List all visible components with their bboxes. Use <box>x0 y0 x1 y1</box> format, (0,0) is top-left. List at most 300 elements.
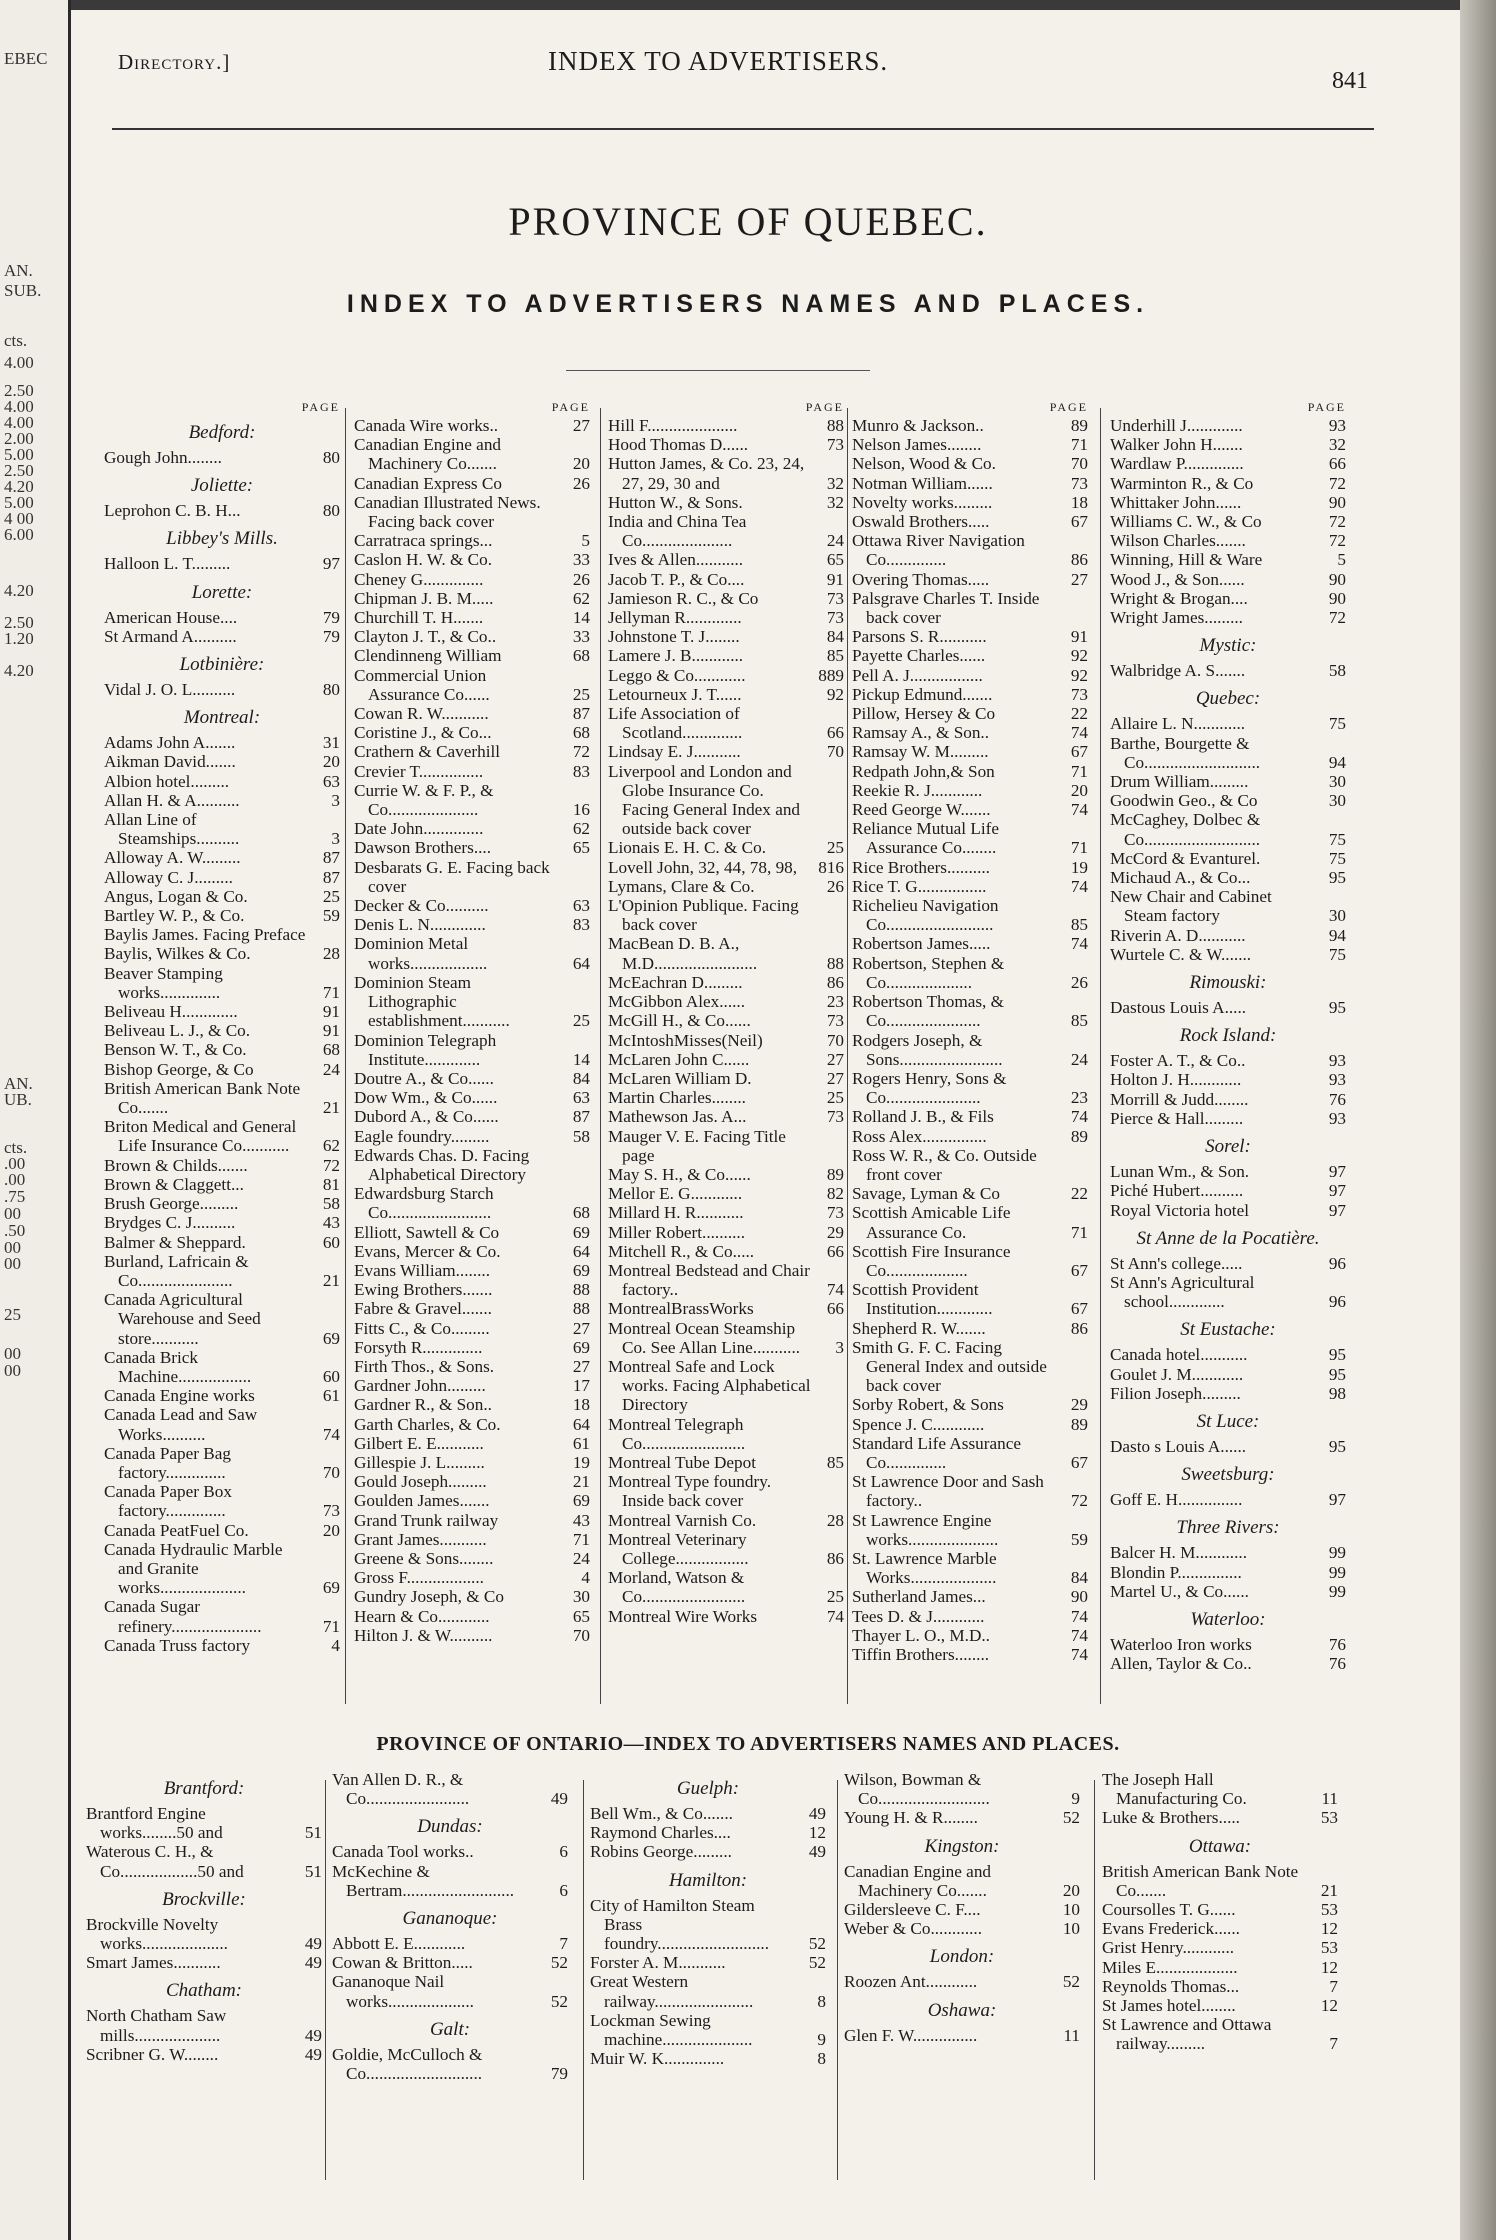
index-entry <box>104 1482 340 1520</box>
index-entry <box>852 646 1088 665</box>
index-entry <box>86 1953 322 1972</box>
advertiser-name: Coursolles T. G...... <box>1102 1900 1236 1920</box>
page-ref: 99 <box>1328 1543 1346 1563</box>
advertiser-name: Williams C. W., & Co <box>1110 512 1262 532</box>
page-ref: 70 <box>322 1462 340 1482</box>
index-entry <box>1110 1384 1346 1403</box>
page-ref: 9 <box>1071 1789 1080 1809</box>
index-entry <box>1110 1490 1346 1509</box>
index-entry <box>354 1434 590 1453</box>
index-entry <box>1110 868 1346 887</box>
index-entry <box>852 723 1088 742</box>
advertiser-name: Cowan R. W........... <box>354 704 489 724</box>
advertiser-name: McGill H., & Co...... <box>608 1011 751 1031</box>
advertiser-name: Forster A. M........... <box>590 1953 726 1973</box>
page-ref: 90 <box>1328 588 1346 608</box>
index-entry <box>1102 1958 1338 1977</box>
page-ref: 66 <box>826 1299 844 1319</box>
index-entry <box>1110 1543 1346 1562</box>
index-column <box>104 400 340 1655</box>
index-entry <box>590 2049 826 2068</box>
advertiser-name: Payette Charles...... <box>852 646 986 666</box>
advertiser-name: Savage, Lyman & Co <box>852 1184 1000 1204</box>
page-ref: 66 <box>1328 454 1346 474</box>
index-entry <box>354 858 590 896</box>
page-ref: 69 <box>572 1491 590 1511</box>
page-ref: 90 <box>1070 1587 1088 1607</box>
index-entry <box>1110 849 1346 868</box>
page-ref: 90 <box>1328 569 1346 589</box>
page-ref: 30 <box>1328 906 1346 926</box>
page-ref: 24 <box>572 1548 590 1568</box>
page-ref: 70 <box>826 742 844 762</box>
index-entry <box>1102 2015 1338 2053</box>
page-ref: 18 <box>572 1395 590 1415</box>
advertiser-name: L'Opinion Publique. Facing back cover <box>608 896 799 935</box>
advertiser-name: Adams John A....... <box>104 733 236 753</box>
index-entry <box>608 1472 844 1510</box>
index-entry <box>608 1415 844 1453</box>
page-ref: 65 <box>826 550 844 570</box>
index-entry <box>844 1770 1080 1808</box>
index-entry <box>86 1804 322 1842</box>
index-entry <box>852 1242 1088 1280</box>
header-title: INDEX TO ADVERTISERS. <box>548 46 889 76</box>
index-entry <box>608 589 844 608</box>
page-ref: 92 <box>1070 646 1088 666</box>
advertiser-name: Warminton R., & Co <box>1110 473 1254 493</box>
advertiser-name: St Lawrence and Ottawa railway......... <box>1102 2015 1272 2054</box>
advertiser-name: Hearn & Co............ <box>354 1606 490 1626</box>
index-entry <box>354 838 590 857</box>
page-ref: 67 <box>1070 1260 1088 1280</box>
advertiser-name: Doutre A., & Co...... <box>354 1068 494 1088</box>
index-entry <box>354 1338 590 1357</box>
index-entry <box>104 1021 340 1040</box>
advertiser-name: Sorby Robert, & Sons <box>852 1395 1004 1415</box>
index-entry <box>608 608 844 627</box>
index-entry <box>354 742 590 761</box>
index-entry <box>1110 1254 1346 1273</box>
column-rule <box>583 1780 584 2180</box>
index-entry <box>1110 1162 1346 1181</box>
index-entry <box>1110 998 1346 1017</box>
place-heading: Sweetsburg: <box>1181 1464 1275 1486</box>
index-entry <box>852 800 1088 819</box>
index-entry <box>354 704 590 723</box>
page-ref: 89 <box>826 1164 844 1184</box>
page-ref: 21 <box>322 1098 340 1118</box>
margin-fragment: 4.00 <box>4 397 34 416</box>
advertiser-name: Dominion Metal works.................. <box>354 934 488 973</box>
page-ref: 83 <box>572 761 590 781</box>
page-ref: 75 <box>1328 829 1346 849</box>
advertiser-name: Thayer L. O., M.D.. <box>852 1625 990 1645</box>
advertiser-name: Edwards Chas. D. Facing Alphabetical Directory <box>354 1145 530 1184</box>
index-entry <box>354 1568 590 1587</box>
page-ref: 74 <box>1070 800 1088 820</box>
index-entry <box>608 1607 844 1626</box>
page-ref: 49 <box>550 1789 568 1809</box>
advertiser-name: Canada Lead and Saw Works.......... <box>104 1405 258 1444</box>
page-ref: 93 <box>1328 1108 1346 1128</box>
index-entry <box>104 627 340 646</box>
advertiser-name: Brockville Novelty works.................... <box>86 1914 228 1954</box>
advertiser-name: Wurtele C. & W....... <box>1110 944 1252 964</box>
page-ref: 27 <box>572 1318 590 1338</box>
index-entry <box>608 838 844 857</box>
index-entry <box>844 1919 1080 1938</box>
advertiser-name: Pell A. J................. <box>852 665 983 685</box>
page-ref: 95 <box>1328 868 1346 888</box>
page-ref: 75 <box>1328 848 1346 868</box>
index-entry <box>104 925 340 944</box>
advertiser-name: Pickup Edmund....... <box>852 684 993 704</box>
place-heading: Oshawa: <box>927 1999 997 2021</box>
advertiser-name: Canada PeatFuel Co. <box>104 1520 249 1540</box>
column-rule <box>837 1780 838 2180</box>
index-entry <box>104 1405 340 1443</box>
index-entry <box>1110 926 1346 945</box>
advertiser-name: Carratraca springs... <box>354 531 493 551</box>
margin-fragment: cts. <box>4 1138 28 1157</box>
advertiser-name: Beliveau L. J., & Co. <box>104 1021 251 1041</box>
index-entry <box>852 589 1088 627</box>
page-ref: 49 <box>304 1934 322 1954</box>
index-entry <box>104 608 340 627</box>
advertiser-name: Wilson, Bowman & Co.......................... <box>844 1770 990 1809</box>
page-ref: 52 <box>1062 1808 1080 1828</box>
index-entry <box>852 934 1088 953</box>
advertiser-name: Evans, Mercer & Co. <box>354 1241 501 1261</box>
index-entry <box>104 1194 340 1213</box>
page-ref: 72 <box>1328 512 1346 532</box>
advertiser-name: Richelieu Navigation Co......................... <box>852 896 999 935</box>
advertiser-name: Montreal Telegraph Co........................ <box>608 1414 746 1453</box>
advertiser-name: Waterous C. H., & Co..................50 and <box>86 1842 244 1881</box>
page-ref: 60 <box>322 1232 340 1252</box>
index-entry <box>104 1156 340 1175</box>
index-entry <box>1110 887 1346 925</box>
column-rule <box>847 408 848 1704</box>
index-entry <box>852 1069 1088 1107</box>
page-ref: 67 <box>1070 512 1088 532</box>
page-ref: 84 <box>572 1068 590 1088</box>
index-entry <box>354 1319 590 1338</box>
index-entry <box>608 1165 844 1184</box>
index-entry <box>104 1521 340 1540</box>
index-entry <box>354 762 590 781</box>
index-entry <box>332 1862 568 1900</box>
index-entry <box>354 1357 590 1376</box>
page-ref: 32 <box>826 473 844 493</box>
page-ref: 92 <box>1070 665 1088 685</box>
index-entry <box>852 1645 1088 1664</box>
advertiser-name: Montreal Varnish Co. <box>608 1510 757 1530</box>
page-ref: 87 <box>572 1107 590 1127</box>
index-entry <box>844 1862 1080 1900</box>
advertiser-name: Halloon L. T......... <box>104 554 231 574</box>
advertiser-name: McCord & Evanturel. <box>1110 848 1261 868</box>
advertiser-name: Gananoque Nail works.................... <box>332 1972 474 2011</box>
index-entry <box>354 493 590 531</box>
advertiser-name: Briton Medical and General Life Insurance Co........... <box>104 1117 297 1156</box>
page-ref: 73 <box>826 1107 844 1127</box>
place-heading: Brockville: <box>162 1888 246 1910</box>
advertiser-name: Baylis, Wilkes & Co. <box>104 944 251 964</box>
index-entry <box>1110 714 1346 733</box>
index-entry <box>354 1088 590 1107</box>
page-ref: 25 <box>826 838 844 858</box>
previous-page-margin <box>0 0 71 2240</box>
advertiser-name: Chipman J. B. M..... <box>354 588 494 608</box>
margin-fragment: 00 <box>4 1361 21 1380</box>
advertiser-name: Canadian Engine and Machinery Co....... <box>354 435 502 474</box>
advertiser-name: Fabre & Gravel....... <box>354 1299 492 1319</box>
index-entry <box>1110 1070 1346 1089</box>
index-entry <box>354 608 590 627</box>
advertiser-name: Lamere J. B............ <box>608 646 744 666</box>
index-entry <box>104 1175 340 1194</box>
index-entry <box>354 1146 590 1184</box>
page-ref: 97 <box>1328 1490 1346 1510</box>
page-ref: 14 <box>572 1049 590 1069</box>
page-ref: 53 <box>1320 1938 1338 1958</box>
index-entry <box>1110 1051 1346 1070</box>
page-ref: 91 <box>322 1021 340 1041</box>
index-entry <box>354 819 590 838</box>
page-ref: 30 <box>1328 772 1346 792</box>
index-entry <box>1110 1582 1346 1601</box>
index-entry <box>608 435 844 454</box>
index-entry <box>608 704 844 742</box>
index-entry <box>852 819 1088 857</box>
advertiser-name: Alloway A. W......... <box>104 848 241 868</box>
page-ref: 816 <box>818 857 844 877</box>
index-entry <box>1110 734 1346 772</box>
index-entry <box>608 1107 844 1126</box>
advertiser-name: May S. H., & Co...... <box>608 1164 751 1184</box>
page-ref: 66 <box>826 1241 844 1261</box>
index-entry <box>354 1491 590 1510</box>
page-ref: 26 <box>572 473 590 493</box>
index-entry <box>1110 531 1346 550</box>
page-ref: 66 <box>826 723 844 743</box>
advertiser-name: Montreal Veterinary College................. <box>608 1529 749 1568</box>
index-entry <box>844 1900 1080 1919</box>
page-ref: 24 <box>826 531 844 551</box>
page-ref: 26 <box>572 569 590 589</box>
advertiser-name: Montreal Safe and Lock works. Facing Alphabetical Directory <box>608 1356 811 1415</box>
advertiser-name: Scottish Amicable Life Assurance Co. <box>852 1203 1011 1242</box>
advertiser-name: Wright & Brogan.... <box>1110 588 1248 608</box>
page-ref: 65 <box>572 838 590 858</box>
advertiser-name: Overing Thomas..... <box>852 569 990 589</box>
advertiser-name: St Lawrence Engine works..................... <box>852 1510 999 1549</box>
index-entry <box>104 772 340 791</box>
advertiser-name: Ottawa River Navigation Co.............. <box>852 531 1025 570</box>
advertiser-name: Canadian Illustrated News. Facing back cover <box>354 492 541 532</box>
advertiser-name: Montreal Ocean Steamship Co. See Allan Line........... <box>608 1318 801 1357</box>
page-ref: 82 <box>826 1184 844 1204</box>
index-entry <box>354 666 590 704</box>
advertiser-name: Goodwin Geo., & Co <box>1110 791 1258 811</box>
page-ref: 71 <box>572 1529 590 1549</box>
advertiser-name: McIntoshMisses(Neil) <box>608 1030 763 1050</box>
index-entry <box>1110 1365 1346 1384</box>
page-ref: 86 <box>826 1548 844 1568</box>
place-heading: Kingston: <box>924 1835 1000 1857</box>
page-ref: 27 <box>826 1068 844 1088</box>
index-entry <box>1110 474 1346 493</box>
advertiser-name: Abbott E. E............ <box>332 1934 466 1954</box>
index-entry <box>852 1395 1088 1414</box>
advertiser-name: Vidal J. O. L.......... <box>104 680 236 700</box>
advertiser-name: Gilbert E. E........... <box>354 1433 484 1453</box>
advertiser-name: Royal Victoria hotel <box>1110 1200 1249 1220</box>
page-ref: 22 <box>1070 1184 1088 1204</box>
page-ref: 72 <box>1328 531 1346 551</box>
page-ref: 60 <box>322 1366 340 1386</box>
advertiser-name: Firth Thos., & Sons. <box>354 1356 495 1376</box>
advertiser-name: Great Western railway....................... <box>590 1972 754 2011</box>
index-entry <box>332 1934 568 1953</box>
advertiser-name: Brantford Engine works........50 and <box>86 1804 223 1843</box>
page-ref: 70 <box>826 1030 844 1050</box>
page-ref: 74 <box>322 1424 340 1444</box>
page-column-label: PAGE <box>301 400 340 414</box>
index-entry <box>104 1117 340 1155</box>
page-ref: 3 <box>835 1337 844 1357</box>
index-entry <box>608 1453 844 1472</box>
index-entry <box>1110 435 1346 454</box>
place-heading: Lotbinière: <box>179 654 265 676</box>
advertiser-name: Fitts C., & Co......... <box>354 1318 490 1338</box>
index-entry <box>86 1842 322 1880</box>
page-ref: 80 <box>322 448 340 467</box>
index-entry <box>608 1069 844 1088</box>
advertiser-name: Canadian Express Co <box>354 473 502 493</box>
page-ref: 76 <box>1328 1089 1346 1109</box>
index-entry <box>104 944 340 963</box>
page-ref: 85 <box>826 1452 844 1472</box>
advertiser-name: Grant James........... <box>354 1529 487 1549</box>
index-entry <box>608 877 844 896</box>
advertiser-name: Waterloo Iron works <box>1110 1634 1252 1654</box>
page-ref: 74 <box>1070 1107 1088 1127</box>
advertiser-name: Sutherland James... <box>852 1587 986 1607</box>
page-ref: 30 <box>1328 791 1346 811</box>
page-ref: 73 <box>826 1203 844 1223</box>
advertiser-name: MacBean D. B. A., M.D........................ <box>608 934 758 973</box>
advertiser-name: Burland, Lafricain & Co...................... <box>104 1251 249 1290</box>
page-ref: 71 <box>322 1616 340 1636</box>
index-entry <box>104 1290 340 1348</box>
index-entry <box>1110 550 1346 569</box>
advertiser-name: Baylis James. Facing Preface <box>104 925 306 945</box>
page-ref: 43 <box>572 1510 590 1530</box>
advertiser-name: McKechine & Bertram.......................... <box>332 1861 515 1900</box>
index-entry <box>852 762 1088 781</box>
index-entry <box>1102 1938 1338 1957</box>
page-ref: 94 <box>1328 925 1346 945</box>
advertiser-name: Scottish Fire Insurance Co................... <box>852 1241 1011 1280</box>
advertiser-name: Dawson Brothers.... <box>354 838 492 858</box>
advertiser-name: St Ann's Agricultural school............. <box>1110 1272 1255 1312</box>
index-entry <box>104 1233 340 1252</box>
index-entry <box>104 1444 340 1482</box>
index-entry <box>1110 1109 1346 1128</box>
index-entry <box>104 1252 340 1290</box>
advertiser-name: Tiffin Brothers........ <box>852 1645 990 1664</box>
page-ref: 18 <box>1070 492 1088 512</box>
place-heading: St Anne de la Pocatière. <box>1136 1227 1320 1249</box>
index-entry <box>1102 1919 1338 1938</box>
place-heading: London: <box>929 1946 995 1968</box>
index-entry <box>86 1915 322 1953</box>
index-entry <box>844 2026 1080 2045</box>
page-ref: 73 <box>1070 473 1088 493</box>
advertiser-name: Robertson, Stephen & Co.................... <box>852 953 1005 992</box>
advertiser-name: Mellor E. G............ <box>608 1184 743 1204</box>
running-header <box>118 42 1368 92</box>
index-entry <box>852 1549 1088 1587</box>
index-column <box>1110 400 1346 1673</box>
page-ref: 10 <box>1062 1919 1080 1939</box>
index-entry <box>852 1511 1088 1549</box>
index-column <box>1102 1770 1338 2054</box>
index-entry <box>354 1626 590 1645</box>
index-entry <box>590 1823 826 1842</box>
margin-fragment: 5.00 <box>4 445 34 464</box>
place-heading: Montreal: <box>183 707 261 729</box>
page-ref: 93 <box>1328 1051 1346 1071</box>
page-ref: 49 <box>808 1842 826 1862</box>
page-ref: 85 <box>1070 915 1088 935</box>
index-entry <box>104 752 340 771</box>
page-ref: 67 <box>1070 1299 1088 1319</box>
index-entry <box>852 416 1088 435</box>
index-entry <box>852 1280 1088 1318</box>
index-entry <box>1110 608 1346 627</box>
advertiser-name: Whittaker John...... <box>1110 492 1242 512</box>
advertiser-name: Balmer & Sheppard. <box>104 1232 246 1252</box>
page-ref: 22 <box>1070 704 1088 724</box>
advertiser-name: Pierce & Hall......... <box>1110 1108 1244 1128</box>
page-ref: 24 <box>1070 1049 1088 1069</box>
page-ref: 97 <box>1328 1200 1346 1220</box>
page-ref: 75 <box>1328 714 1346 734</box>
advertiser-name: Van Allen D. R., & Co........................ <box>332 1770 470 1809</box>
page-ref: 74 <box>1070 723 1088 743</box>
column-rule <box>1100 408 1101 1704</box>
page-ref: 59 <box>322 906 340 926</box>
advertiser-name: Reynolds Thomas... <box>1102 1976 1240 1996</box>
index-entry <box>332 1770 568 1808</box>
index-entry <box>608 685 844 704</box>
advertiser-name: Canada Truss factory <box>104 1635 251 1655</box>
margin-fragment: 5.00 <box>4 493 34 512</box>
index-entry <box>354 1607 590 1626</box>
page-ref: 97 <box>322 554 340 574</box>
page-ref: 20 <box>1070 780 1088 800</box>
page-ref: 86 <box>1070 550 1088 570</box>
index-entry <box>104 1636 340 1655</box>
page-ref: 72 <box>322 1155 340 1175</box>
page-ref: 98 <box>1328 1383 1346 1403</box>
advertiser-name: Decker & Co.......... <box>354 896 489 916</box>
index-entry <box>104 448 340 467</box>
